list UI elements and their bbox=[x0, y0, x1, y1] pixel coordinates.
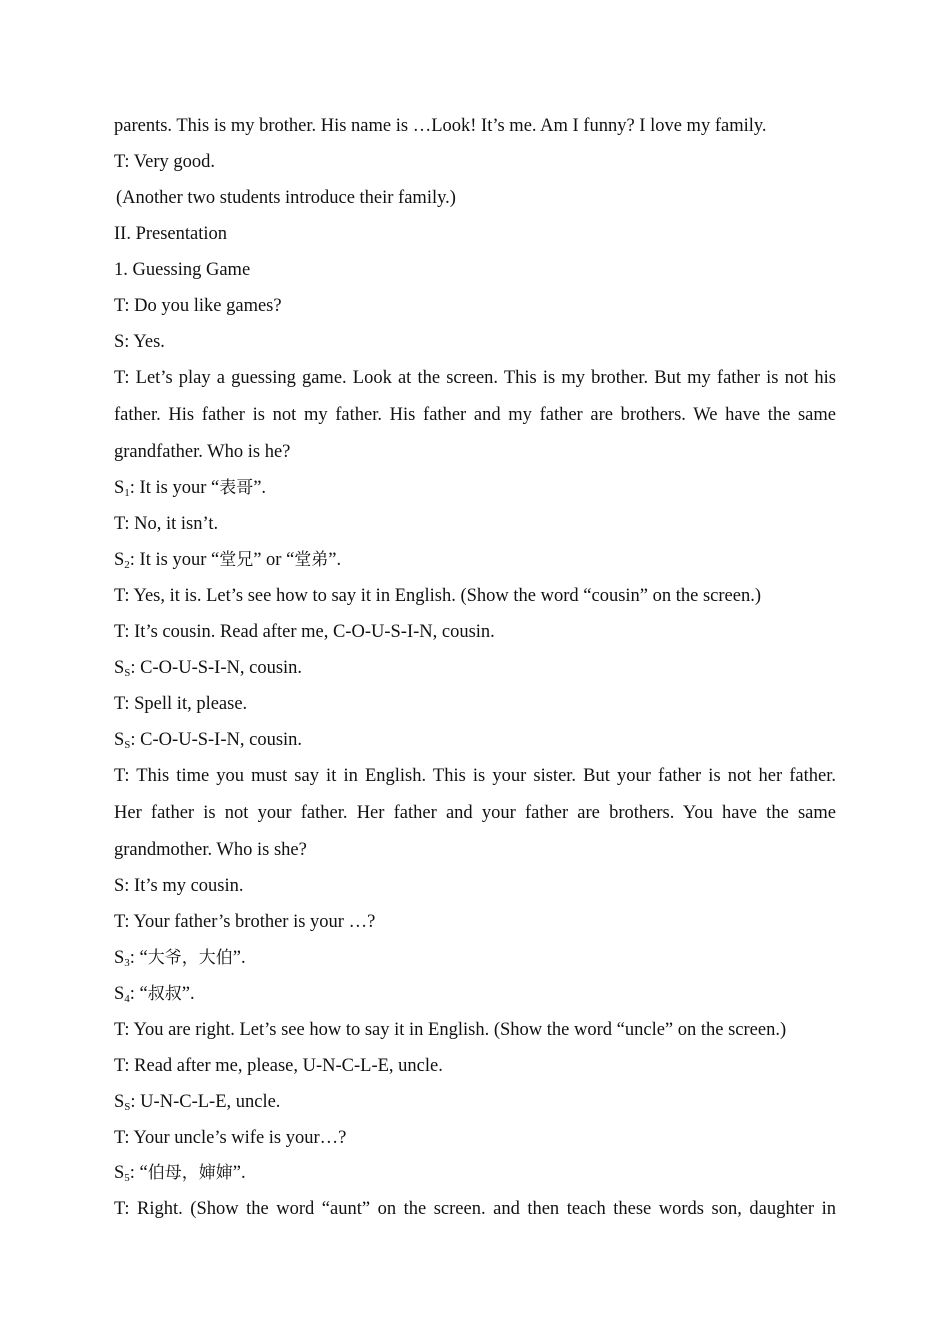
subsection-heading: 1. Guessing Game bbox=[114, 260, 251, 280]
dialogue-line: $S_S$: C-O-U-S-I-N, cousin. bbox=[114, 658, 303, 679]
text-line: T: Let’s play a guessing game. Look at the screen. This is my brother. But my father is not his bbox=[114, 368, 836, 388]
text-line: T: You are right. Let’s see how to say it in English. (Show the word “uncle” on the screen.) bbox=[114, 1020, 787, 1040]
dialogue-line: $S_3$: “大爷，大伯”. bbox=[114, 948, 246, 969]
text-line: T: Do you like games? bbox=[114, 296, 282, 316]
dialogue-line: $S_S$: C-O-U-S-I-N, cousin. bbox=[114, 730, 303, 751]
text-line: T: Very good. bbox=[114, 152, 215, 172]
dialogue-line: $S_2$: It is your “堂兄” or “堂弟”. bbox=[114, 550, 342, 571]
text-line: grandmother. Who is she? bbox=[114, 840, 307, 860]
text-line: T: It’s cousin. Read after me, C-O-U-S-I-N, cousin. bbox=[114, 622, 495, 642]
dialogue-line: $S_5$: “伯母，婶婶”. bbox=[114, 1163, 246, 1184]
dialogue-line: $S_4$: “叔叔”. bbox=[114, 984, 195, 1005]
dialogue-line: $S_S$: U-N-C-L-E, uncle. bbox=[114, 1092, 281, 1113]
text-line: T: Spell it, please. bbox=[114, 694, 248, 714]
text-line: parents. This is my brother. His name is …Look! It’s me. Am I funny? I love my family. bbox=[114, 116, 767, 136]
text-line: (Another two students introduce their family.) bbox=[116, 188, 456, 208]
text-line: T: No, it isn’t. bbox=[114, 514, 219, 534]
dialogue-line: $S_1$: It is your “表哥”. bbox=[114, 478, 267, 499]
text-line: T: Your father’s brother is your …? bbox=[114, 912, 376, 932]
text-line: S: It’s my cousin. bbox=[114, 876, 244, 896]
text-line: S: Yes. bbox=[114, 332, 165, 352]
section-heading: II. Presentation bbox=[114, 224, 228, 244]
text-line: T: This time you must say it in English. This is your sister. But your father is not her father. bbox=[114, 766, 836, 786]
text-line: T: Yes, it is. Let’s see how to say it in English. (Show the word “cousin” on the screen.) bbox=[114, 586, 762, 606]
text-line: T: Your uncle’s wife is your…? bbox=[114, 1128, 347, 1148]
text-line: T: Right. (Show the word “aunt” on the screen. and then teach these words son, daughter in bbox=[114, 1199, 836, 1219]
text-line: Her father is not your father. Her father and your father are brothers. You have the same bbox=[114, 803, 836, 823]
text-line: T: Read after me, please, U-N-C-L-E, uncle. bbox=[114, 1056, 443, 1076]
text-line: father. His father is not my father. His father and my father are brothers. We have the same bbox=[114, 405, 836, 425]
text-line: grandfather. Who is he? bbox=[114, 442, 291, 462]
